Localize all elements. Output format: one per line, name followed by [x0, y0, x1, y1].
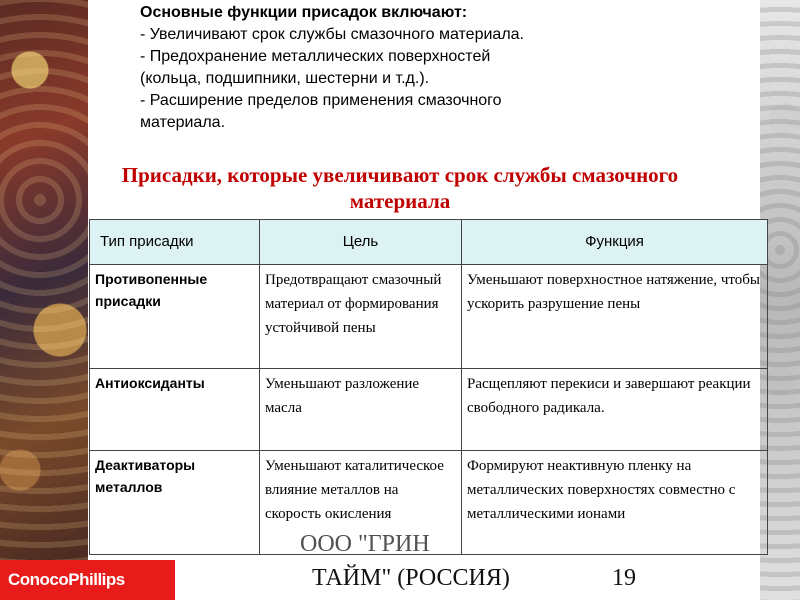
cell-function: Уменьшают поверхностное натяжение, чтобы ускорить разрушение пены: [462, 265, 768, 369]
gear-decoration-left: [0, 0, 88, 560]
intro-text: [140, 2, 660, 134]
cell-goal: Предотвращают смазочный материал от формирования устойчивой пены: [260, 265, 462, 369]
logo-text: ConocoPhillips: [8, 570, 125, 589]
intro-line: - Увеличивают срок службы смазочного материала.: [140, 26, 524, 43]
intro-heading: Основные функции присадок включают:: [140, 4, 468, 21]
footer-company-line2: ТАЙМ" (РОССИЯ): [312, 565, 510, 591]
table-row: [90, 265, 768, 369]
section-title: Присадки, которые увеличивают срок службы смазочного материала: [121, 163, 679, 213]
cell-type: Антиоксиданты: [90, 369, 260, 451]
cell-function: Расщепляют перекиси и завершают реакции свободного радикала.: [462, 369, 768, 451]
footer-company-line1: ООО "ГРИН: [300, 531, 430, 557]
header-type: Тип присадки: [90, 220, 260, 265]
cell-type: Деактиваторы металлов: [90, 451, 260, 555]
cell-goal: Уменьшают разложение масла: [260, 369, 462, 451]
intro-line: (кольца, подшипники, шестерни и т.д.).: [140, 70, 430, 87]
cell-function: Формируют неактивную пленку на металлических поверхностях совместно с металлическими ионами: [462, 451, 768, 555]
table-row: [90, 369, 768, 451]
cell-goal: Уменьшают каталитическое влияние металлов на скорость окисления: [260, 451, 462, 555]
intro-line: - Расширение пределов применения смазочного: [140, 92, 502, 109]
conocophillips-logo: [0, 560, 175, 600]
intro-line: - Предохранение металлических поверхностей: [140, 48, 491, 65]
table-header-row: [90, 220, 768, 265]
additives-table: [89, 219, 768, 555]
header-function: Функция: [462, 220, 768, 265]
header-goal: Цель: [260, 220, 462, 265]
page-number: 19: [612, 565, 636, 591]
cell-type: Противопенные присадки: [90, 265, 260, 369]
intro-line: материала.: [140, 114, 226, 131]
